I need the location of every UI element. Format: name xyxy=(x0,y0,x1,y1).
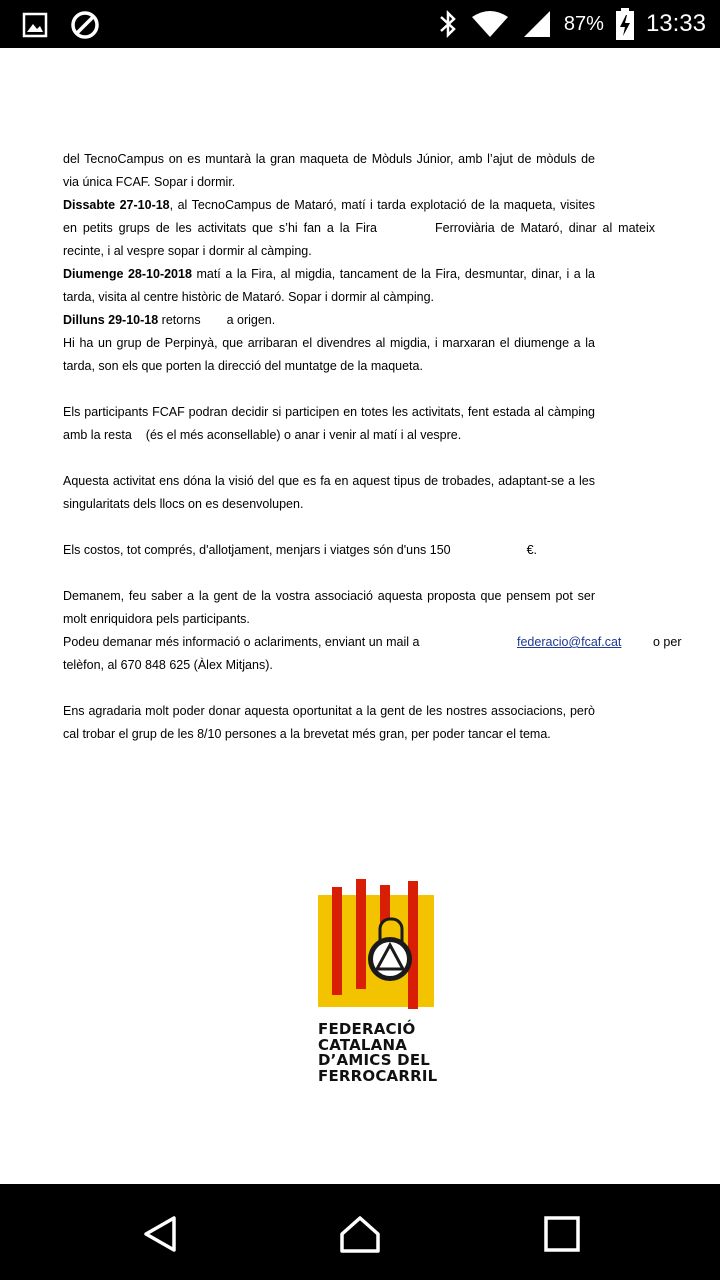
status-right xyxy=(438,6,706,42)
document-text xyxy=(63,148,682,746)
doc-line: en petits grups de les activitats que s’hi fan a la Fira Ferroviària de Mataró, dinar al mateix xyxy=(63,221,655,235)
doc-line: telèfon, al 670 848 625 (Àlex Mitjans). xyxy=(63,658,273,672)
doc-line: recinte, i al vespre sopar i dormir al càmping. xyxy=(63,244,312,258)
doc-line: Els costos, tot comprés, d'allotjament, menjars i viatges són d'uns 150 €. xyxy=(63,543,538,557)
fcaf-emblem-icon xyxy=(318,879,434,1011)
doc-line: Demanem, feu saber a la gent de la vostra associació aquesta proposta que pensem pot ser xyxy=(63,589,595,603)
logo-text: FEDERACIÓ CATALANA D’AMICS DEL FERROCARRIL xyxy=(318,1020,438,1085)
battery-charging-icon xyxy=(616,8,634,40)
doc-line: tarda, son els que porten la direcció del muntatge de la maqueta. xyxy=(63,359,423,373)
document-page[interactable] xyxy=(0,48,720,1184)
doc-line: del TecnoCampus on es muntarà la gran maqueta de Mòduls Júnior, amb l’ajut de mòduls de xyxy=(63,152,595,166)
date-sunday: Diumenge 28-10-2018 xyxy=(63,267,192,281)
fcaf-logo xyxy=(318,879,438,1084)
doc-line: Dilluns 29-10-18 retorns a origen. xyxy=(63,313,276,327)
email-link[interactable]: federacio@fcaf.cat xyxy=(517,635,622,649)
doc-line: Podeu demanar més informació o aclariments, enviant un mail a federacio@fcaf.cat o per xyxy=(63,631,655,654)
doc-line: Aquesta activitat ens dóna la visió del que es fa en aquest tipus de trobades, adaptant-se a les xyxy=(63,474,595,488)
battery-percentage: 87% xyxy=(563,12,604,35)
status-bar xyxy=(0,0,720,48)
doc-line: molt enriquidora pels participants. xyxy=(63,612,250,626)
doc-line: singularitats dels llocs on es desenvolupen. xyxy=(63,497,304,511)
doc-line: Dissabte 27-10-18, al TecnoCampus de Mataró, matí i tarda explotació de la maqueta, visites xyxy=(63,198,595,212)
clock: 13:33 xyxy=(645,10,706,37)
back-button[interactable] xyxy=(140,1214,180,1254)
bluetooth-icon xyxy=(438,9,458,39)
date-monday: Dilluns 29-10-18 xyxy=(63,313,159,327)
date-saturday: Dissabte 27-10-18 xyxy=(63,198,170,212)
doc-line: Ens agradaria molt poder donar aquesta oportunitat a la gent de les nostres associacions, però xyxy=(63,704,595,718)
doc-line: cal trobar el grup de les 8/10 persones a la brevetat més gran, per poder tancar el tema. xyxy=(63,727,551,741)
cellular-signal-icon xyxy=(522,9,552,39)
wifi-icon xyxy=(470,9,510,39)
home-button[interactable] xyxy=(340,1214,380,1254)
recents-button[interactable] xyxy=(542,1214,582,1254)
doc-line: tarda, visita al centre històric de Mataró. Sopar i dormir al càmping. xyxy=(63,290,434,304)
currency-symbol: €. xyxy=(526,543,538,557)
doc-line: Hi ha un grup de Perpinyà, que arribaran el divendres al migdia, i marxaran el diumenge a la xyxy=(63,336,595,350)
navigation-bar xyxy=(0,1184,720,1280)
image-icon xyxy=(22,12,48,38)
doc-line: via única FCAF. Sopar i dormir. xyxy=(63,175,236,189)
doc-line: amb la resta (és el més aconsellable) o anar i venir al matí i al vespre. xyxy=(63,428,462,442)
status-left-icons xyxy=(22,10,100,40)
blocked-icon xyxy=(70,10,100,40)
doc-line: Els participants FCAF podran decidir si participen en totes les activitats, fent estada al càmping xyxy=(63,405,595,419)
doc-line: Diumenge 28-10-2018 matí a la Fira, al migdia, tancament de la Fira, desmuntar, dinar, i a la xyxy=(63,267,595,281)
